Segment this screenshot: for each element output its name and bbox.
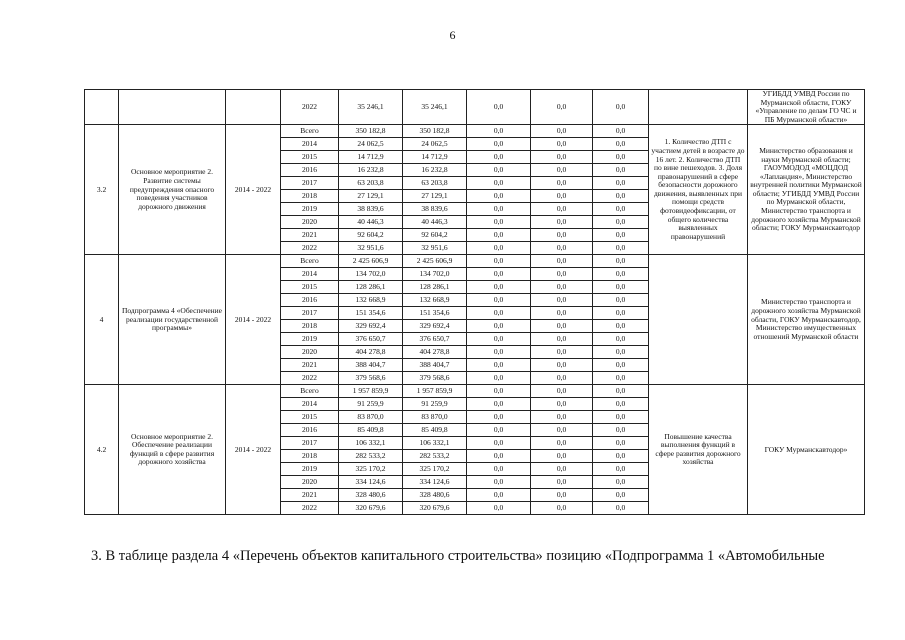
other-sources-cell: 0,0 (593, 125, 649, 138)
other-sources-cell: 0,0 (593, 307, 649, 320)
year-cell: Всего (281, 255, 339, 268)
total-cell: 40 446,3 (339, 216, 403, 229)
other-sources-cell: 0,0 (593, 333, 649, 346)
local-budget-cell: 0,0 (531, 502, 593, 515)
expected-result (649, 90, 748, 125)
other-sources-cell: 0,0 (593, 398, 649, 411)
total-cell: 24 062,5 (339, 138, 403, 151)
federal-budget-cell: 0,0 (467, 359, 531, 372)
regional-budget-cell: 151 354,6 (403, 307, 467, 320)
total-cell: 379 568,6 (339, 372, 403, 385)
item-period (226, 90, 281, 125)
other-sources-cell: 0,0 (593, 424, 649, 437)
item-period: 2014 - 2022 (226, 125, 281, 255)
total-cell: 38 839,6 (339, 203, 403, 216)
year-cell: 2020 (281, 346, 339, 359)
other-sources-cell: 0,0 (593, 255, 649, 268)
total-cell: 27 129,1 (339, 190, 403, 203)
year-cell: 2018 (281, 320, 339, 333)
local-budget-cell: 0,0 (531, 333, 593, 346)
federal-budget-cell: 0,0 (467, 90, 531, 125)
local-budget-cell: 0,0 (531, 411, 593, 424)
table-row (85, 385, 865, 398)
federal-budget-cell: 0,0 (467, 437, 531, 450)
federal-budget-cell: 0,0 (467, 333, 531, 346)
federal-budget-cell: 0,0 (467, 372, 531, 385)
federal-budget-cell: 0,0 (467, 203, 531, 216)
local-budget-cell: 0,0 (531, 320, 593, 333)
year-cell: 2019 (281, 333, 339, 346)
item-index: 4.2 (85, 385, 119, 515)
local-budget-cell: 0,0 (531, 229, 593, 242)
regional-budget-cell: 14 712,9 (403, 151, 467, 164)
regional-budget-cell: 106 332,1 (403, 437, 467, 450)
federal-budget-cell: 0,0 (467, 164, 531, 177)
total-cell: 329 692,4 (339, 320, 403, 333)
local-budget-cell: 0,0 (531, 190, 593, 203)
total-cell: 2 425 606,9 (339, 255, 403, 268)
total-cell: 320 679,6 (339, 502, 403, 515)
year-cell: 2017 (281, 307, 339, 320)
total-cell: 106 332,1 (339, 437, 403, 450)
regional-budget-cell: 85 409,8 (403, 424, 467, 437)
year-cell: 2022 (281, 90, 339, 125)
local-budget-cell: 0,0 (531, 398, 593, 411)
local-budget-cell: 0,0 (531, 346, 593, 359)
other-sources-cell: 0,0 (593, 281, 649, 294)
other-sources-cell: 0,0 (593, 359, 649, 372)
year-cell: 2014 (281, 138, 339, 151)
regional-budget-cell: 16 232,8 (403, 164, 467, 177)
federal-budget-cell: 0,0 (467, 450, 531, 463)
local-budget-cell: 0,0 (531, 281, 593, 294)
federal-budget-cell: 0,0 (467, 398, 531, 411)
regional-budget-cell: 92 604,2 (403, 229, 467, 242)
local-budget-cell: 0,0 (531, 125, 593, 138)
regional-budget-cell: 328 480,6 (403, 489, 467, 502)
item-period: 2014 - 2022 (226, 255, 281, 385)
other-sources-cell: 0,0 (593, 476, 649, 489)
other-sources-cell: 0,0 (593, 411, 649, 424)
other-sources-cell: 0,0 (593, 90, 649, 125)
other-sources-cell: 0,0 (593, 346, 649, 359)
local-budget-cell: 0,0 (531, 450, 593, 463)
regional-budget-cell: 379 568,6 (403, 372, 467, 385)
total-cell: 404 278,8 (339, 346, 403, 359)
federal-budget-cell: 0,0 (467, 307, 531, 320)
regional-budget-cell: 334 124,6 (403, 476, 467, 489)
expected-result: Повышение качества выполнения функций в сфере развития дорожного хозяйства (649, 385, 748, 515)
regional-budget-cell: 325 170,2 (403, 463, 467, 476)
year-cell: 2015 (281, 151, 339, 164)
regional-budget-cell: 282 533,2 (403, 450, 467, 463)
other-sources-cell: 0,0 (593, 372, 649, 385)
total-cell: 16 232,8 (339, 164, 403, 177)
year-cell: 2021 (281, 229, 339, 242)
other-sources-cell: 0,0 (593, 320, 649, 333)
total-cell: 14 712,9 (339, 151, 403, 164)
item-index (85, 90, 119, 125)
federal-budget-cell: 0,0 (467, 424, 531, 437)
total-cell: 83 870,0 (339, 411, 403, 424)
other-sources-cell: 0,0 (593, 489, 649, 502)
other-sources-cell: 0,0 (593, 294, 649, 307)
local-budget-cell: 0,0 (531, 203, 593, 216)
year-cell: 2020 (281, 476, 339, 489)
local-budget-cell: 0,0 (531, 294, 593, 307)
local-budget-cell: 0,0 (531, 385, 593, 398)
federal-budget-cell: 0,0 (467, 281, 531, 294)
item-name: Основное мероприятие 2. Обеспечение реализации функций в сфере развития дорожного хозяйства (119, 385, 226, 515)
responsible-executor: Министерство образования и науки Мурманской области; ГАОУМОДОД «МОЦДОД «Лапландия», Министерство внутренней политики Мурманской области; УГИБДД УМВД России по Мурманской области, Министерство транспорта и дорожного хозяйства Мурманской области; ГОКУ Мурманскавтодор (748, 125, 865, 255)
local-budget-cell: 0,0 (531, 359, 593, 372)
federal-budget-cell: 0,0 (467, 476, 531, 489)
local-budget-cell: 0,0 (531, 489, 593, 502)
local-budget-cell: 0,0 (531, 463, 593, 476)
year-cell: 2020 (281, 216, 339, 229)
other-sources-cell: 0,0 (593, 203, 649, 216)
total-cell: 388 404,7 (339, 359, 403, 372)
local-budget-cell: 0,0 (531, 151, 593, 164)
other-sources-cell: 0,0 (593, 164, 649, 177)
local-budget-cell: 0,0 (531, 476, 593, 489)
regional-budget-cell: 128 286,1 (403, 281, 467, 294)
federal-budget-cell: 0,0 (467, 125, 531, 138)
year-cell: 2018 (281, 190, 339, 203)
total-cell: 85 409,8 (339, 424, 403, 437)
regional-budget-cell: 404 278,8 (403, 346, 467, 359)
other-sources-cell: 0,0 (593, 190, 649, 203)
total-cell: 282 533,2 (339, 450, 403, 463)
federal-budget-cell: 0,0 (467, 268, 531, 281)
year-cell: 2014 (281, 398, 339, 411)
federal-budget-cell: 0,0 (467, 502, 531, 515)
total-cell: 1 957 859,9 (339, 385, 403, 398)
total-cell: 128 286,1 (339, 281, 403, 294)
footer-paragraph: 3. В таблице раздела 4 «Перечень объектов капитального строительства» позицию «Подпрограмма 1 «Автомобильные (91, 548, 825, 564)
regional-budget-cell: 35 246,1 (403, 90, 467, 125)
federal-budget-cell: 0,0 (467, 151, 531, 164)
total-cell: 32 951,6 (339, 242, 403, 255)
other-sources-cell: 0,0 (593, 138, 649, 151)
item-name (119, 90, 226, 125)
regional-budget-cell: 329 692,4 (403, 320, 467, 333)
total-cell: 132 668,9 (339, 294, 403, 307)
regional-budget-cell: 83 870,0 (403, 411, 467, 424)
year-cell: 2019 (281, 203, 339, 216)
total-cell: 376 650,7 (339, 333, 403, 346)
table-row (85, 125, 865, 138)
regional-budget-cell: 132 668,9 (403, 294, 467, 307)
total-cell: 151 354,6 (339, 307, 403, 320)
table-row (85, 255, 865, 268)
page-number: 6 (449, 28, 456, 42)
federal-budget-cell: 0,0 (467, 138, 531, 151)
regional-budget-cell: 1 957 859,9 (403, 385, 467, 398)
year-cell: 2022 (281, 502, 339, 515)
year-cell: 2017 (281, 437, 339, 450)
year-cell: 2016 (281, 424, 339, 437)
total-cell: 35 246,1 (339, 90, 403, 125)
local-budget-cell: 0,0 (531, 138, 593, 151)
total-cell: 325 170,2 (339, 463, 403, 476)
total-cell: 63 203,8 (339, 177, 403, 190)
total-cell: 92 604,2 (339, 229, 403, 242)
other-sources-cell: 0,0 (593, 229, 649, 242)
local-budget-cell: 0,0 (531, 90, 593, 125)
responsible-executor: УГИБДД УМВД России по Мурманской области, ГОКУ «Управление по делам ГО ЧС и ПБ Мурманской области» (748, 90, 865, 125)
local-budget-cell: 0,0 (531, 268, 593, 281)
item-index: 3.2 (85, 125, 119, 255)
federal-budget-cell: 0,0 (467, 255, 531, 268)
total-cell: 334 124,6 (339, 476, 403, 489)
federal-budget-cell: 0,0 (467, 242, 531, 255)
regional-budget-cell: 2 425 606,9 (403, 255, 467, 268)
total-cell: 328 480,6 (339, 489, 403, 502)
total-cell: 91 259,9 (339, 398, 403, 411)
federal-budget-cell: 0,0 (467, 229, 531, 242)
federal-budget-cell: 0,0 (467, 411, 531, 424)
local-budget-cell: 0,0 (531, 424, 593, 437)
year-cell: 2019 (281, 463, 339, 476)
other-sources-cell: 0,0 (593, 242, 649, 255)
responsible-executor: ГОКУ Мурманскавтодор» (748, 385, 865, 515)
federal-budget-cell: 0,0 (467, 177, 531, 190)
federal-budget-cell: 0,0 (467, 190, 531, 203)
year-cell: 2015 (281, 411, 339, 424)
regional-budget-cell: 388 404,7 (403, 359, 467, 372)
local-budget-cell: 0,0 (531, 216, 593, 229)
federal-budget-cell: 0,0 (467, 320, 531, 333)
total-cell: 134 702,0 (339, 268, 403, 281)
table-row (85, 90, 865, 125)
other-sources-cell: 0,0 (593, 177, 649, 190)
regional-budget-cell: 350 182,8 (403, 125, 467, 138)
year-cell: Всего (281, 125, 339, 138)
program-table (84, 89, 865, 515)
other-sources-cell: 0,0 (593, 268, 649, 281)
local-budget-cell: 0,0 (531, 164, 593, 177)
other-sources-cell: 0,0 (593, 216, 649, 229)
federal-budget-cell: 0,0 (467, 489, 531, 502)
local-budget-cell: 0,0 (531, 177, 593, 190)
year-cell: 2014 (281, 268, 339, 281)
year-cell: 2021 (281, 489, 339, 502)
item-name: Основное мероприятие 2. Развитие системы предупреждения опасного поведения участников дорожного движения (119, 125, 226, 255)
year-cell: Всего (281, 385, 339, 398)
other-sources-cell: 0,0 (593, 437, 649, 450)
other-sources-cell: 0,0 (593, 450, 649, 463)
item-index: 4 (85, 255, 119, 385)
expected-result (649, 255, 748, 385)
local-budget-cell: 0,0 (531, 242, 593, 255)
federal-budget-cell: 0,0 (467, 463, 531, 476)
other-sources-cell: 0,0 (593, 502, 649, 515)
regional-budget-cell: 32 951,6 (403, 242, 467, 255)
table-body (85, 90, 865, 515)
regional-budget-cell: 320 679,6 (403, 502, 467, 515)
federal-budget-cell: 0,0 (467, 294, 531, 307)
other-sources-cell: 0,0 (593, 463, 649, 476)
year-cell: 2017 (281, 177, 339, 190)
year-cell: 2021 (281, 359, 339, 372)
regional-budget-cell: 27 129,1 (403, 190, 467, 203)
year-cell: 2016 (281, 294, 339, 307)
regional-budget-cell: 24 062,5 (403, 138, 467, 151)
item-period: 2014 - 2022 (226, 385, 281, 515)
total-cell: 350 182,8 (339, 125, 403, 138)
year-cell: 2022 (281, 372, 339, 385)
regional-budget-cell: 134 702,0 (403, 268, 467, 281)
responsible-executor: Министерство транспорта и дорожного хозяйства Мурманской области, ГОКУ Мурманскавтодор, Министерство имущественных отношений Мурманской области (748, 255, 865, 385)
regional-budget-cell: 63 203,8 (403, 177, 467, 190)
other-sources-cell: 0,0 (593, 151, 649, 164)
year-cell: 2016 (281, 164, 339, 177)
other-sources-cell: 0,0 (593, 385, 649, 398)
local-budget-cell: 0,0 (531, 307, 593, 320)
federal-budget-cell: 0,0 (467, 385, 531, 398)
federal-budget-cell: 0,0 (467, 346, 531, 359)
year-cell: 2018 (281, 450, 339, 463)
regional-budget-cell: 376 650,7 (403, 333, 467, 346)
regional-budget-cell: 91 259,9 (403, 398, 467, 411)
year-cell: 2015 (281, 281, 339, 294)
local-budget-cell: 0,0 (531, 372, 593, 385)
local-budget-cell: 0,0 (531, 255, 593, 268)
regional-budget-cell: 40 446,3 (403, 216, 467, 229)
local-budget-cell: 0,0 (531, 437, 593, 450)
federal-budget-cell: 0,0 (467, 216, 531, 229)
item-name: Подпрограмма 4 «Обеспечение реализации государственной программы» (119, 255, 226, 385)
year-cell: 2022 (281, 242, 339, 255)
expected-result: 1. Количество ДТП с участием детей в возрасте до 16 лет. 2. Количество ДТП по вине пешеходов. 3. Доля правонарушений в сфере безопасности дорожного движения, выявленных при помощи средств фотовидеофиксации, от общего количества выявленных правонарушений (649, 125, 748, 255)
regional-budget-cell: 38 839,6 (403, 203, 467, 216)
